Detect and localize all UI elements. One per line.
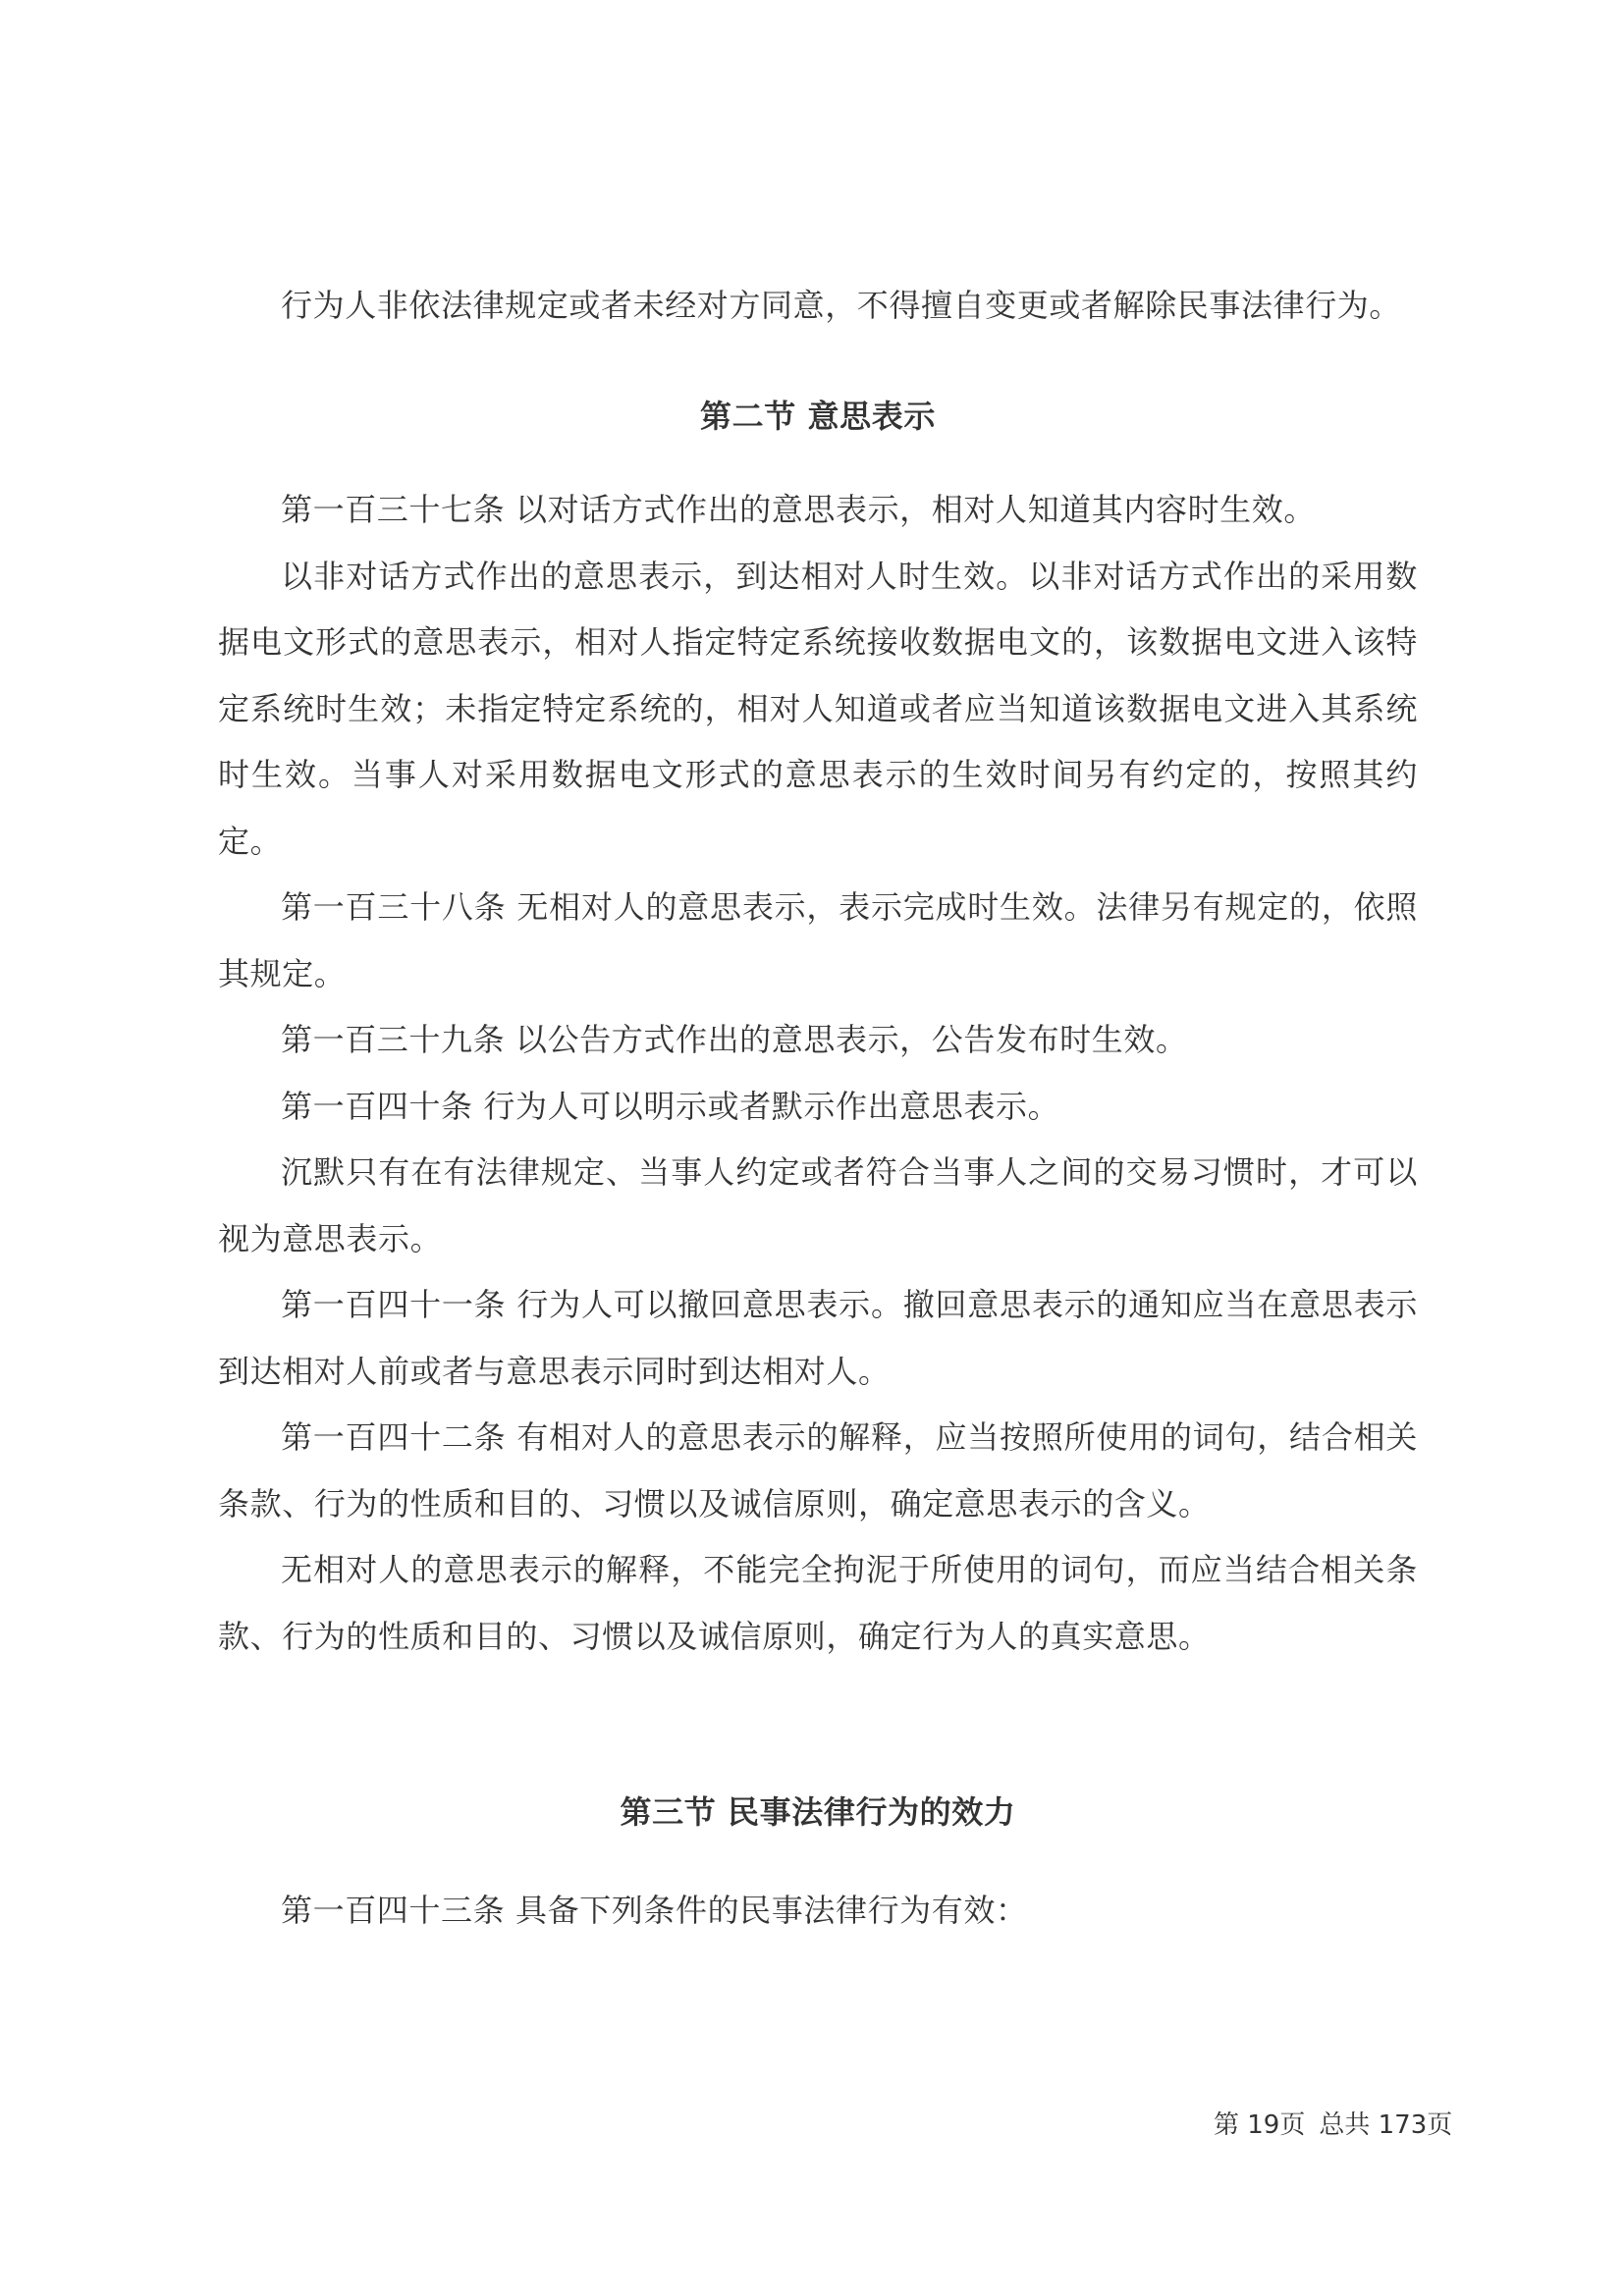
article-paragraph: 第一百四十一条 行为人可以撤回意思表示。撤回意思表示的通知应当在意思表示到达相对人前或者与意思表示同时到达相对人。 xyxy=(218,1286,1418,1390)
article-paragraph: 第一百三十九条 以公告方式作出的意思表示，公告发布时生效。 xyxy=(281,1021,1188,1058)
document-body xyxy=(218,273,1418,1944)
page-number: 第 19页 xyxy=(1214,2110,1306,2140)
article-paragraph: 第一百三十七条 以对话方式作出的意思表示，相对人知道其内容时生效。 xyxy=(281,491,1316,528)
article-paragraph: 第一百四十二条 有相对人的意思表示的解释，应当按照所使用的词句，结合相关条款、行为的性质和目的、习惯以及诚信原则，确定意思表示的含义。 xyxy=(218,1418,1418,1522)
paragraph: 沉默只有在有法律规定、当事人约定或者符合当事人之间的交易习惯时，才可以视为意思表示。 xyxy=(218,1153,1418,1257)
article-paragraph: 第一百四十三条 具备下列条件的民事法律行为有效： xyxy=(281,1891,1028,1929)
article-paragraph: 第一百四十条 行为人可以明示或者默示作出意思表示。 xyxy=(281,1087,1060,1125)
article-paragraph: 第一百三十八条 无相对人的意思表示，表示完成时生效。法律另有规定的，依照其规定。 xyxy=(218,888,1418,992)
paragraph: 以非对话方式作出的意思表示，到达相对人时生效。以非对话方式作出的采用数据电文形式的意思表示，相对人指定特定系统接收数据电文的，该数据电文进入该特定系统时生效；未指定特定系统的，相对人知道或者应当知道该数据电文进入其系统时生效。当事人对采用数据电文形式的意思表示的生效时间另有约定的，按照其约定。 xyxy=(218,557,1418,860)
page-total: 总共 173页 xyxy=(1319,2110,1453,2140)
section-title: 第二节 意思表示 xyxy=(700,397,936,435)
page-footer xyxy=(1214,2105,1466,2141)
section-title: 第三节 民事法律行为的效力 xyxy=(620,1793,1016,1831)
paragraph: 行为人非依法律规定或者未经对方同意，不得擅自变更或者解除民事法律行为。 xyxy=(281,287,1402,324)
paragraph: 无相对人的意思表示的解释，不能完全拘泥于所使用的词句，而应当结合相关条款、行为的性质和目的、习惯以及诚信原则，确定行为人的真实意思。 xyxy=(218,1551,1418,1655)
